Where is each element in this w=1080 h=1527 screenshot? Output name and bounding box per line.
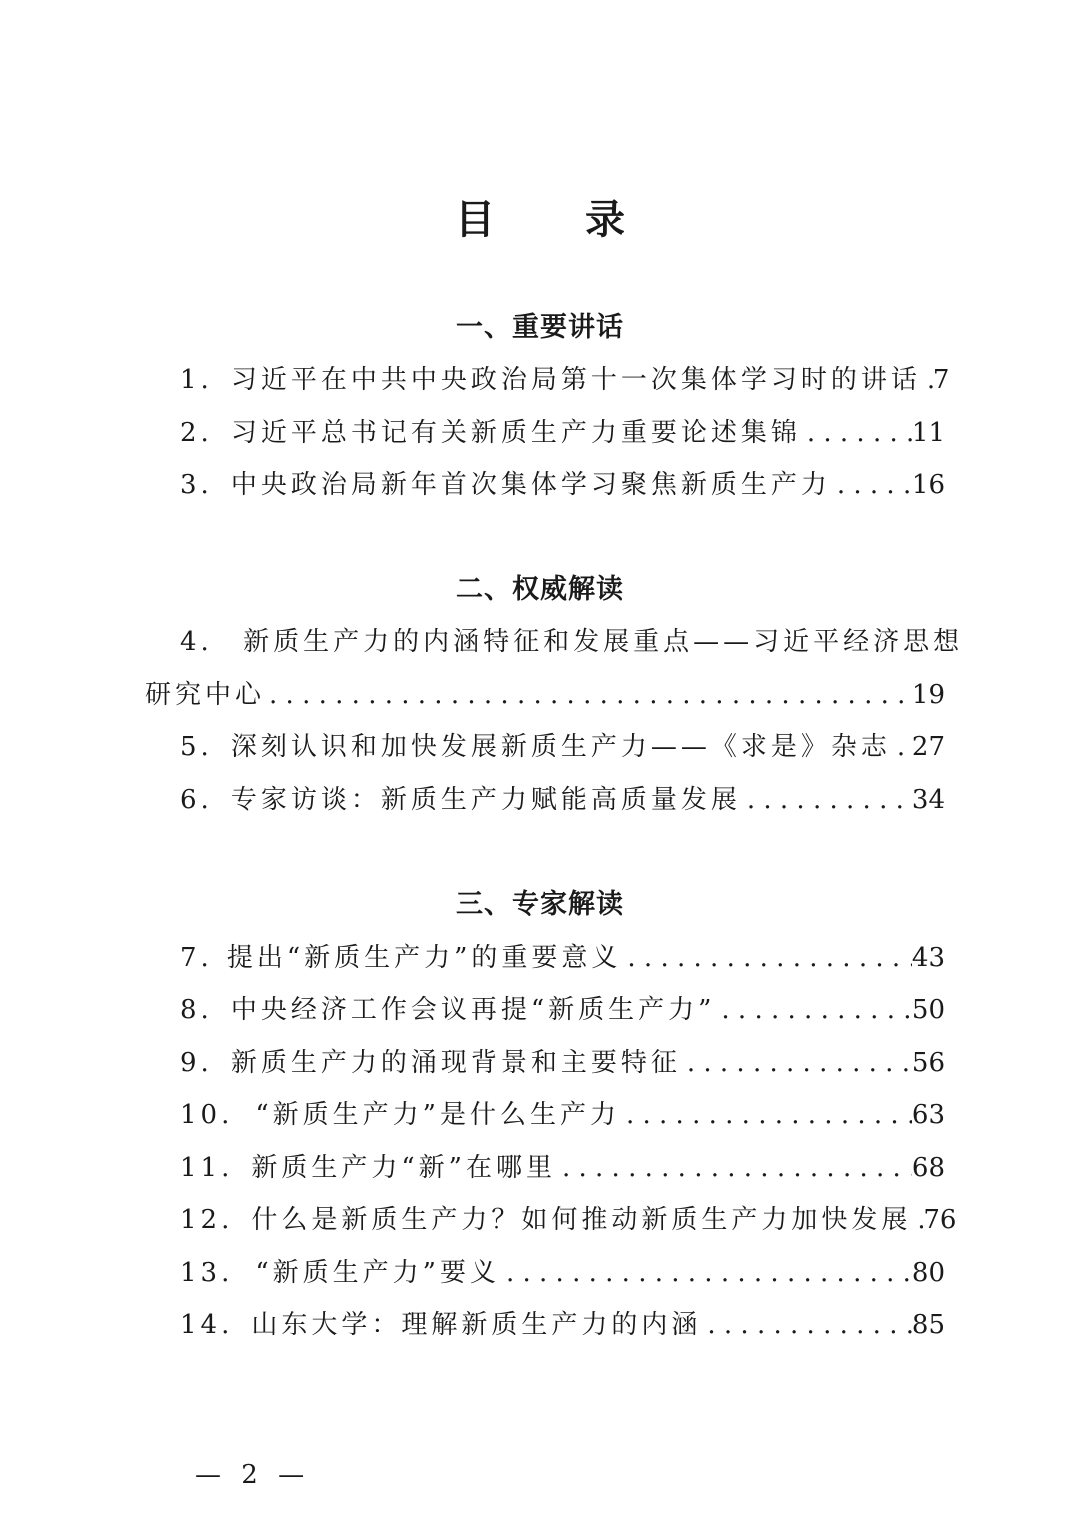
dot-leader	[921, 360, 933, 400]
toc-entry-continuation[interactable]	[145, 675, 945, 715]
entry-number: 8.	[180, 995, 213, 1025]
dot-leader	[831, 465, 912, 505]
toc-entry[interactable]	[180, 1305, 945, 1345]
toc-entry[interactable]	[180, 1095, 945, 1135]
entry-page: 11	[911, 418, 945, 448]
entry-title: 新质生产力的涌现背景和主要特征	[230, 1048, 681, 1078]
dot-leader	[715, 990, 912, 1030]
dot-leader	[911, 1200, 923, 1240]
entry-page: 76	[923, 1205, 957, 1235]
entry-title: 深刻认识和加快发展新质生产力——《求是》杂志	[230, 732, 891, 762]
dot-leader	[620, 1095, 912, 1135]
entry-title: 中央经济工作会议再提“新质生产力”	[230, 995, 716, 1025]
toc-entry[interactable]	[180, 465, 945, 505]
entry-number: 1.	[180, 365, 213, 395]
dot-leader	[891, 727, 912, 767]
entry-number: 11.	[180, 1153, 234, 1183]
entry-page: 7	[932, 365, 950, 395]
entry-title: 习近平总书记有关新质生产力重要论述集锦	[230, 418, 801, 448]
dot-leader	[801, 413, 912, 453]
entry-number: 9.	[180, 1048, 213, 1078]
page-number: — 2 —	[195, 1460, 311, 1490]
section-heading-3: 三、专家解读	[456, 889, 624, 920]
toc-entry[interactable]	[180, 938, 945, 978]
entry-page: 16	[911, 470, 945, 500]
dot-leader	[265, 675, 912, 715]
entry-page: 68	[911, 1153, 945, 1183]
entry-title: “新质生产力”是什么生产力	[255, 1100, 620, 1130]
entry-page: 56	[911, 1048, 945, 1078]
entry-number: 6.	[180, 785, 213, 815]
toc-entry[interactable]	[180, 1253, 945, 1293]
entry-number: 4.	[180, 627, 213, 657]
dot-leader	[621, 938, 912, 978]
entry-page: 85	[911, 1310, 945, 1340]
entry-number: 2.	[180, 418, 213, 448]
entry-title: “新质生产力”要义	[255, 1258, 500, 1288]
entry-page: 50	[911, 995, 945, 1025]
toc-title: 目 录	[455, 197, 663, 243]
entry-number: 10.	[180, 1100, 234, 1130]
entry-title: 中央政治局新年首次集体学习聚焦新质生产力	[230, 470, 831, 500]
entry-page: 34	[911, 785, 945, 815]
dot-leader	[500, 1253, 912, 1293]
entry-page: 63	[911, 1100, 945, 1130]
toc-entry[interactable]	[180, 727, 945, 767]
toc-entry[interactable]	[180, 990, 945, 1030]
entry-title: 新质生产力“新”在哪里	[251, 1153, 556, 1183]
dot-leader	[556, 1148, 912, 1188]
toc-entry[interactable]	[180, 360, 950, 400]
entry-number: 13.	[180, 1258, 234, 1288]
toc-entry[interactable]	[180, 1200, 957, 1240]
entry-title-continuation: 研究中心	[145, 680, 266, 710]
entry-number: 5.	[180, 732, 213, 762]
dot-leader	[681, 1043, 912, 1083]
entry-title: 专家访谈：新质生产力赋能高质量发展	[230, 785, 741, 815]
entry-page: 27	[911, 732, 945, 762]
entry-title: 什么是新质生产力？如何推动新质生产力加快发展	[251, 1205, 912, 1235]
entry-page: 19	[911, 680, 945, 710]
entry-number: 12.	[180, 1205, 234, 1235]
section-heading-2: 二、权威解读	[456, 574, 624, 605]
section-heading-1: 一、重要讲话	[456, 312, 624, 343]
entry-title: 新质生产力的内涵特征和发展重点——习近平经济思想	[243, 627, 964, 657]
entry-page: 43	[911, 943, 945, 973]
dot-leader	[701, 1305, 912, 1345]
toc-entry[interactable]	[180, 1148, 945, 1188]
entry-title: 山东大学：理解新质生产力的内涵	[251, 1310, 702, 1340]
toc-entry[interactable]	[180, 413, 945, 453]
entry-page: 80	[911, 1258, 945, 1288]
dot-leader	[741, 780, 912, 820]
entry-number: 3.	[180, 470, 213, 500]
toc-entry[interactable]	[180, 1043, 945, 1083]
entry-title: 提出“新质生产力”的重要意义	[226, 943, 622, 973]
entry-number: 14.	[180, 1310, 234, 1340]
entry-number: 7.	[180, 943, 213, 973]
toc-entry-wrapped[interactable]	[180, 622, 964, 662]
toc-entry[interactable]	[180, 780, 945, 820]
entry-title: 习近平在中共中央政治局第十一次集体学习时的讲话	[230, 365, 921, 395]
